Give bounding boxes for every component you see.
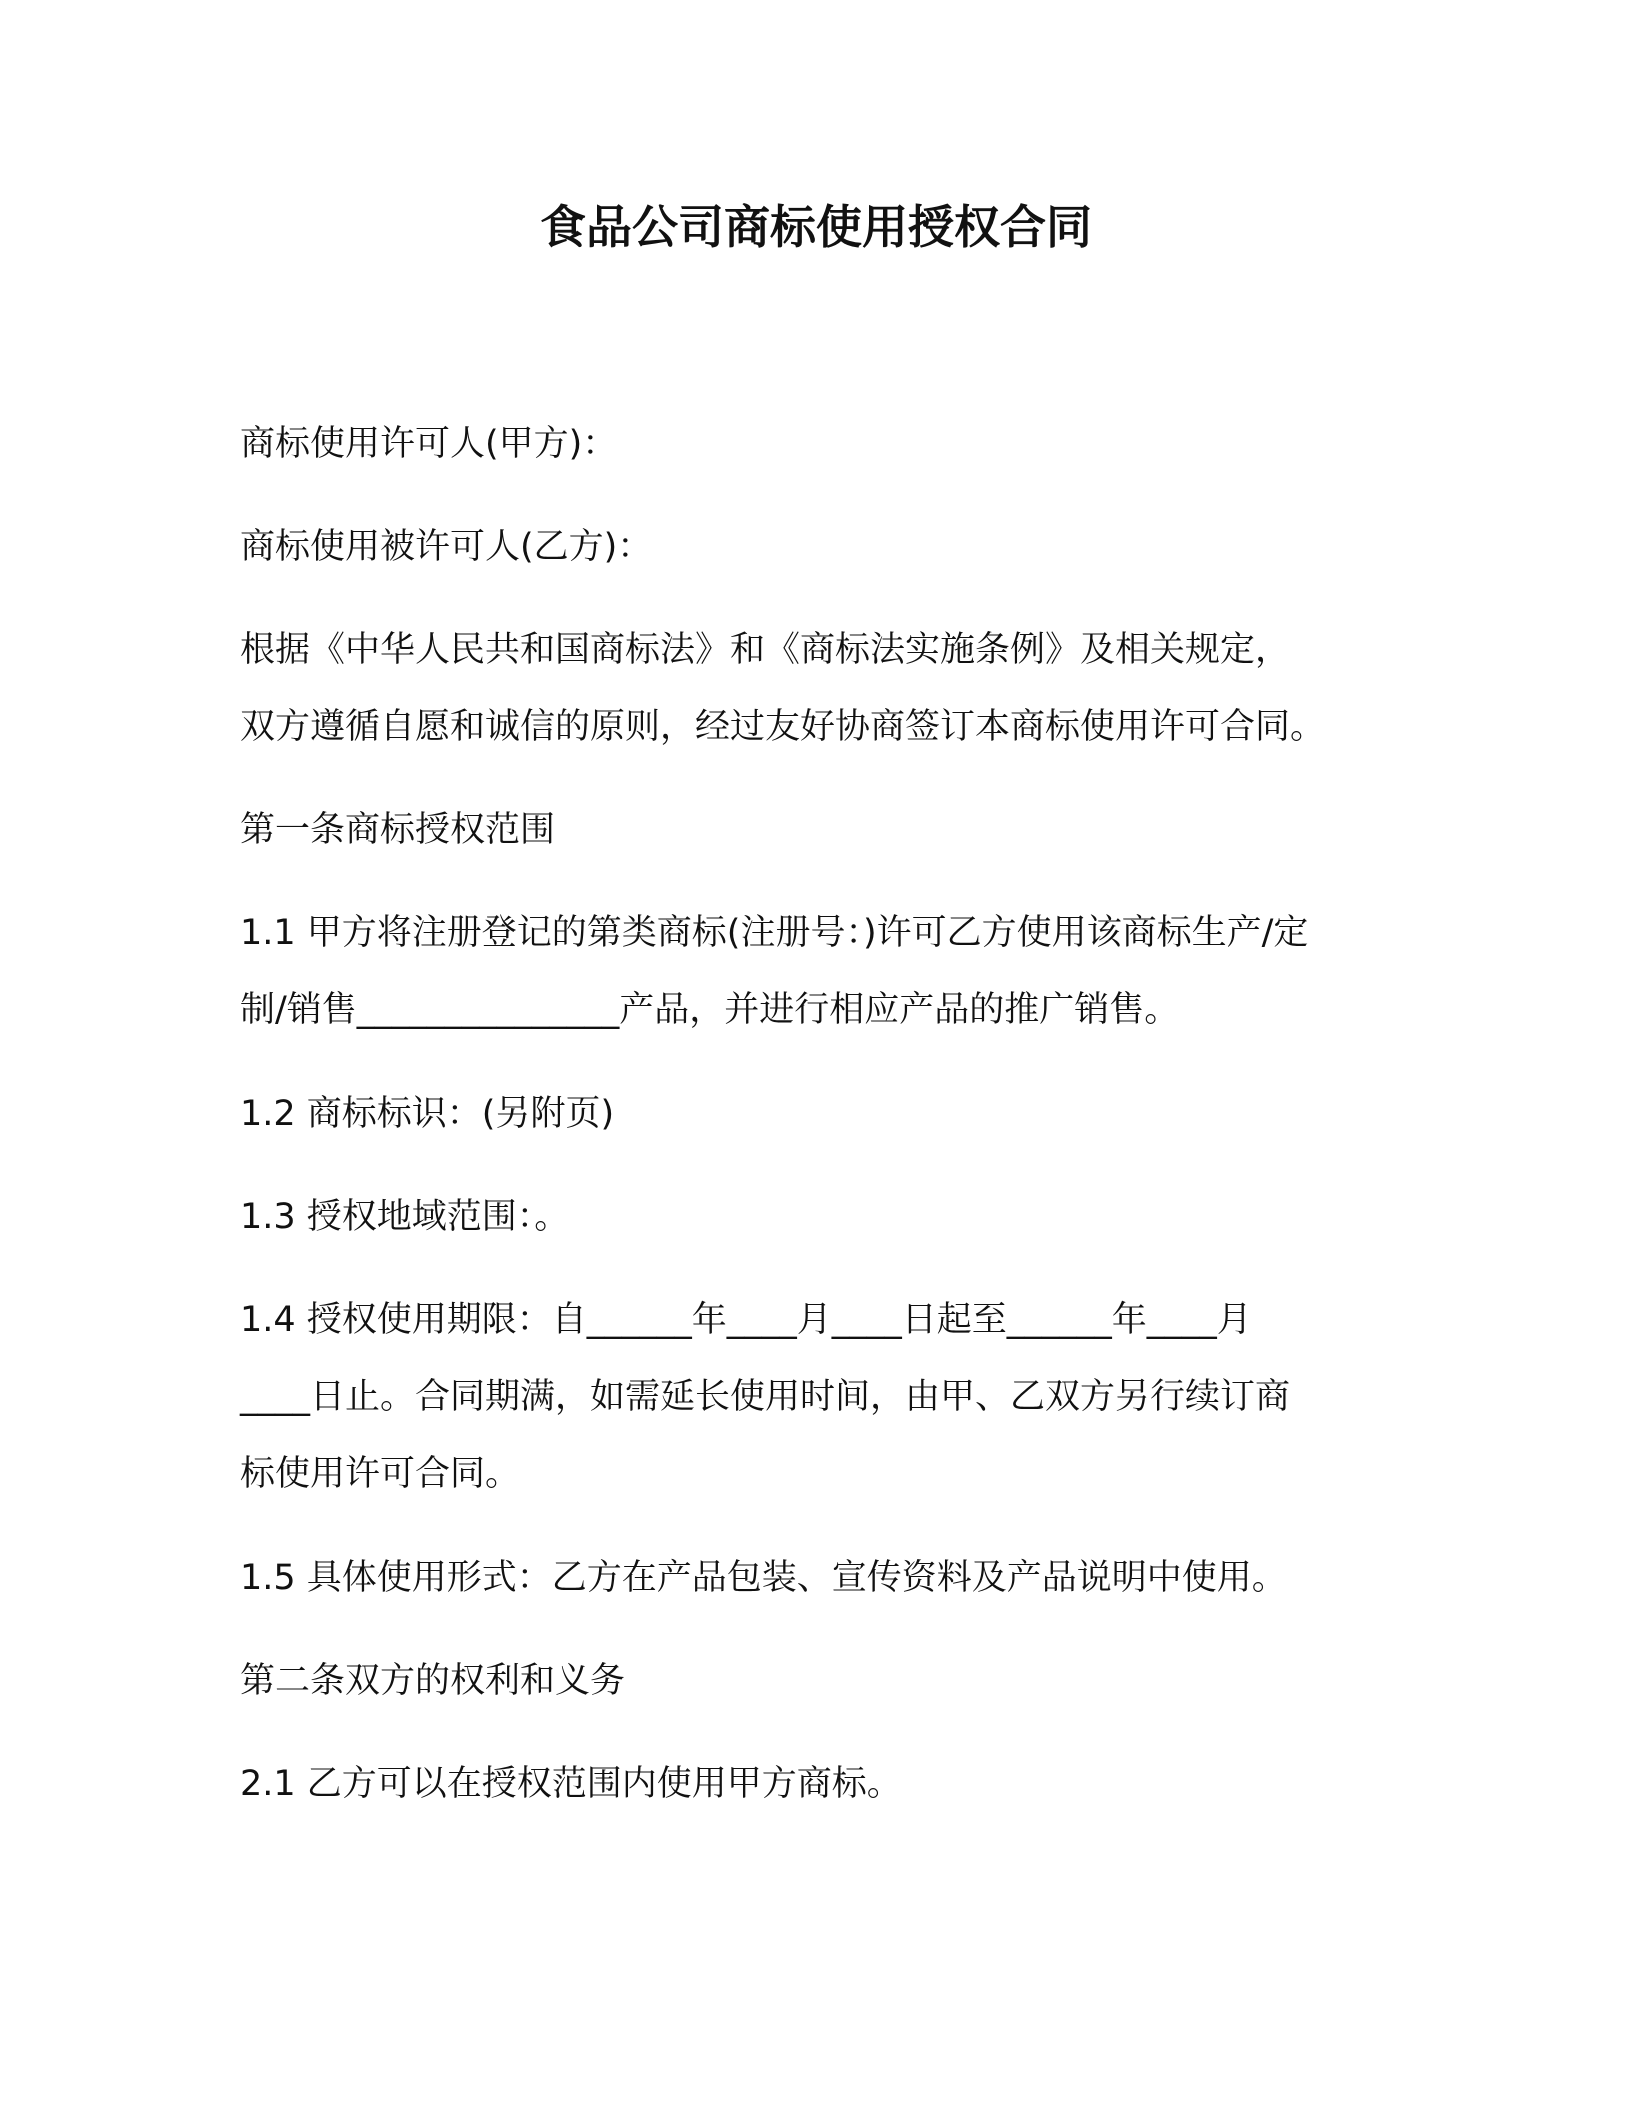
paragraph-line: 商标使用许可人(甲方)： [240, 424, 618, 464]
clause-2-1 [240, 1746, 1400, 1823]
article-2-heading [240, 1643, 1400, 1720]
paragraph-line: ____日止。合同期满，如需延长使用时间，由甲、乙双方另行续订商 [240, 1377, 1291, 1417]
paragraph-line: 1.1 甲方将注册登记的第类商标(注册号：)许可乙方使用该商标生产/定 [240, 913, 1309, 953]
document-title: 食品公司商标使用授权合同 [540, 200, 1092, 254]
paragraph-line: 制/销售_______________产品，并进行相应产品的推广销售。 [240, 990, 1180, 1030]
clause-1-2 [240, 1076, 1400, 1153]
paragraph-line: 第二条双方的权利和义务 [240, 1661, 626, 1701]
clause-1-4 [240, 1282, 1400, 1513]
paragraph-line: 第一条商标授权范围 [240, 810, 556, 850]
paragraph-line: 标使用许可合同。 [240, 1454, 521, 1494]
paragraph-line: 1.2 商标标识：(另附页) [240, 1094, 615, 1134]
clause-1-5 [240, 1540, 1400, 1617]
paragraph-line: 1.5 具体使用形式：乙方在产品包装、宣传资料及产品说明中使用。 [240, 1558, 1287, 1598]
article-1-heading [240, 792, 1400, 869]
paragraph-line: 1.4 授权使用期限：自______年____月____日起至______年____月 [240, 1300, 1252, 1340]
clause-1-3 [240, 1179, 1400, 1256]
paragraph-line: 双方遵循自愿和诚信的原则，经过友好协商签订本商标使用许可合同。 [240, 707, 1326, 747]
licensee-line [240, 509, 1400, 586]
licensor-line [240, 406, 1400, 483]
paragraph-line: 1.3 授权地域范围：。 [240, 1197, 570, 1237]
paragraph-line: 根据《中华人民共和国商标法》和《商标法实施条例》及相关规定， [240, 630, 1291, 670]
paragraph-line: 2.1 乙方可以在授权范围内使用甲方商标。 [240, 1764, 902, 1804]
preamble-paragraph [240, 612, 1400, 766]
paragraph-line: 商标使用被许可人(乙方)： [240, 527, 653, 567]
clause-1-1 [240, 895, 1400, 1049]
